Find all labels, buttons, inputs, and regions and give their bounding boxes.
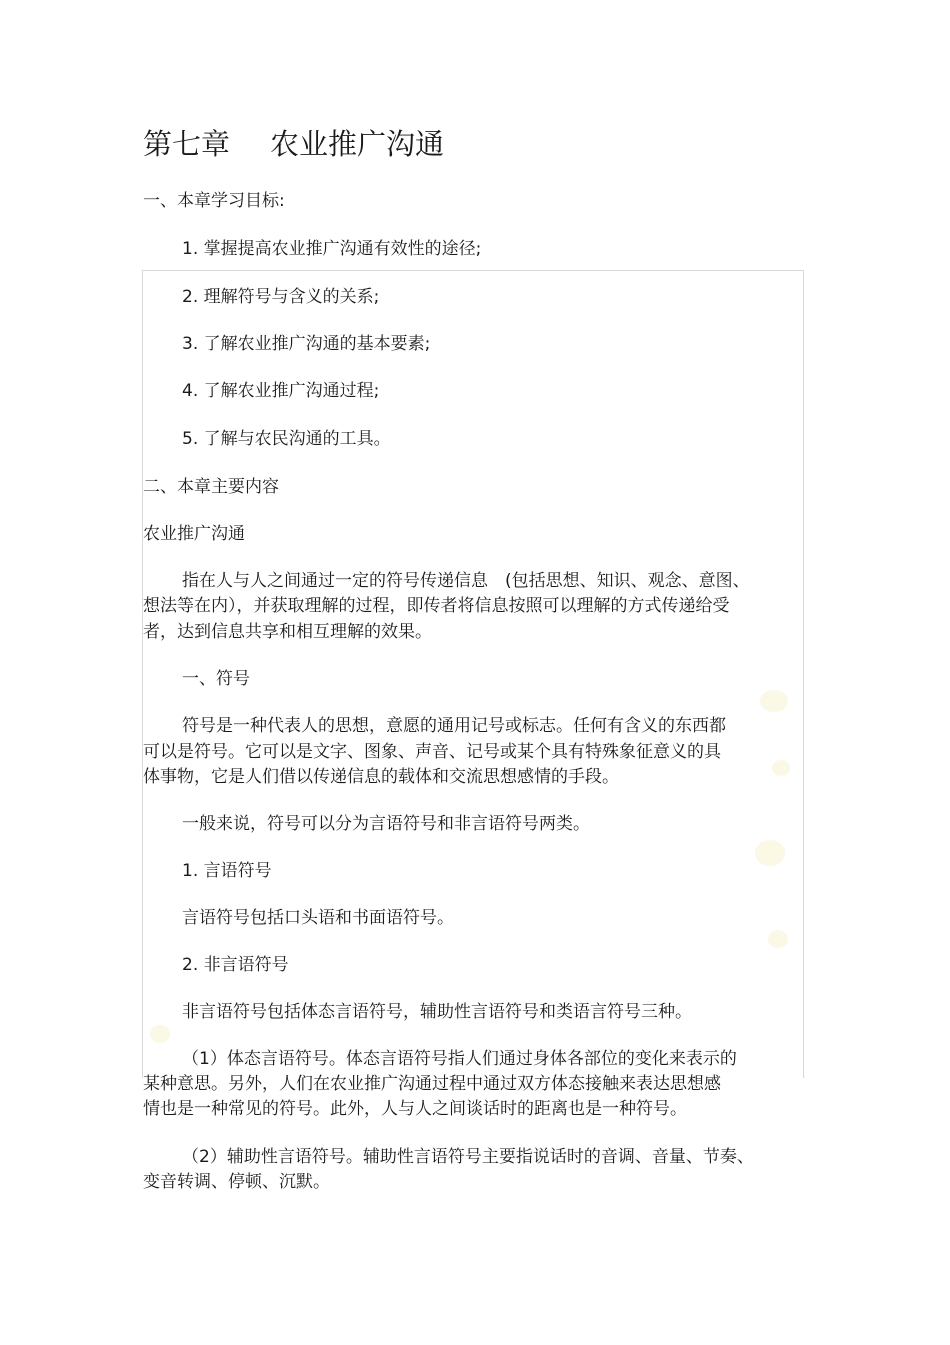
watermark-dot: [760, 690, 788, 712]
paragraph-line: 符号是一种代表人的思想，意愿的通用记号或标志。任何有含义的东西都: [182, 716, 726, 736]
paragraph-line: 想法等在内），并获取理解的过程，即传者将信息按照可以理解的方式传递给受: [143, 596, 730, 616]
paragraph-line: （1）体态言语符号。体态言语符号指人们通过身体各部位的变化来表示的: [182, 1049, 737, 1069]
paragraph-line: 可以是符号。它可以是文字、图象、声音、记号或某个具有特殊象征意义的具: [143, 742, 721, 762]
paragraph-line: 指在人与人之间通过一定的符号传递信息 (包括思想、知识、观念、意图、: [182, 571, 750, 591]
paragraph-line: （2）辅助性言语符号。辅助性言语符号主要指说话时的音调、音量、节奏、: [182, 1147, 754, 1167]
section-heading: 二、本章主要内容: [143, 477, 279, 497]
watermark-dot: [150, 1025, 170, 1043]
subheading: 农业推广沟通: [143, 524, 245, 544]
objective-item: 2. 理解符号与含义的关系;: [182, 287, 380, 307]
subheading: 一、符号: [182, 669, 250, 689]
paragraph-line: 言语符号包括口头语和书面语符号。: [182, 908, 454, 928]
paragraph-line: 情也是一种常见的符号。此外，人与人之间谈话时的距离也是一种符号。: [143, 1099, 687, 1119]
chapter-number: 第七章: [143, 127, 231, 161]
subheading: 1. 言语符号: [182, 861, 272, 881]
chapter-title: [143, 124, 444, 164]
paragraph-line: 某种意思。另外，人们在农业推广沟通过程中通过双方体态接触来表达思想感: [143, 1074, 721, 1094]
watermark-dot: [768, 930, 788, 948]
paragraph-line: 一般来说，符号可以分为言语符号和非言语符号两类。: [182, 814, 590, 834]
objective-item: 3. 了解农业推广沟通的基本要素;: [182, 334, 431, 354]
paragraph-line: 体事物，它是人们借以传递信息的载体和交流思想感情的手段。: [143, 767, 619, 787]
paragraph-line: 非言语符号包括体态言语符号，辅助性言语符号和类语言符号三种。: [182, 1002, 692, 1022]
subheading: 2. 非言语符号: [182, 955, 289, 975]
paragraph-line: 变音转调、停顿、沉默。: [143, 1172, 330, 1192]
objective-item: 1. 掌握提高农业推广沟通有效性的途径;: [182, 239, 482, 259]
objective-item: 4. 了解农业推广沟通过程;: [182, 381, 380, 401]
section-heading: 一、本章学习目标:: [143, 191, 285, 211]
objective-item: 5. 了解与农民沟通的工具。: [182, 429, 391, 449]
paragraph-line: 者，达到信息共享和相互理解的效果。: [143, 622, 432, 642]
chapter-name: 农业推广沟通: [270, 127, 445, 161]
watermark-dot: [772, 760, 790, 776]
watermark-dot: [755, 840, 785, 866]
